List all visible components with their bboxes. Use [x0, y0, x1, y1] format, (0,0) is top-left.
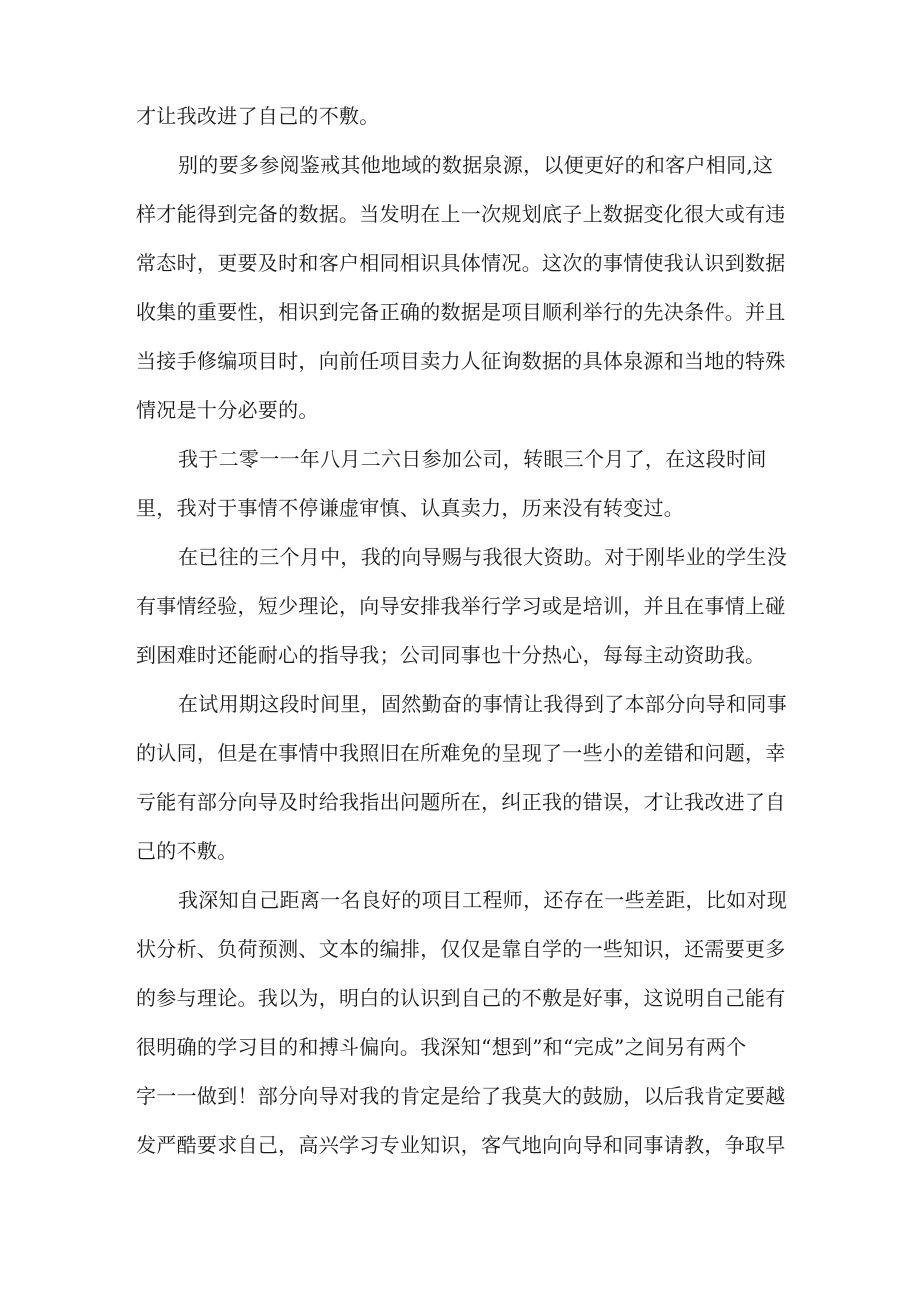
text-line: 字一一做到！部分向导对我的肯定是给了我莫大的鼓励，以后我肯定要越	[136, 1084, 786, 1108]
text-line: 亏能有部分向导及时给我指出问题所在，纠正我的错误，才让我改进了自	[136, 790, 786, 814]
text-line: 我深知自己距离一名良好的项目工程师，还存在一些差距，比如对现	[178, 888, 787, 912]
text-line: 的认同，但是在事情中我照旧在所难免的呈现了一些小的差错和问题，幸	[136, 741, 786, 765]
text-line: 常态时，更要及时和客户相同相识具体情况。这次的事情使我认识到数据	[136, 251, 786, 275]
text-line: 里，我对于事情不停谦虚审慎、认真卖力，历来没有转变过。	[136, 496, 685, 520]
text-line: 别的要多参阅鉴戒其他地域的数据泉源，以便更好的和客户相同,这	[178, 153, 774, 177]
text-line: 的参与理论。我以为，明白的认识到自己的不敷是好事，这说明自己能有	[136, 986, 786, 1010]
text-line: 我于二零一一年八月二六日参加公司，转眼三个月了，在这段时间	[178, 447, 767, 471]
document-body	[136, 92, 786, 1170]
text-line: 才让我改进了自己的不敷。	[136, 104, 380, 128]
text-line: 情况是十分必要的。	[136, 398, 319, 422]
text-line: 很明确的学习目的和搏斗偏向。我深知“想到”和“完成”之间另有两个	[136, 1035, 747, 1059]
text-line: 状分析、负荷预测、文本的编排，仅仅是靠自学的一些知识，还需要更多	[136, 937, 786, 961]
text-line: 收集的重要性，相识到完备正确的数据是项目顺利举行的先决条件。并且	[136, 300, 786, 324]
text-line: 己的不敷。	[136, 839, 238, 863]
text-line: 在试用期这段时间里，固然勤奋的事情让我得到了本部分向导和同事	[178, 692, 787, 716]
text-line: 当接手修编项目时，向前任项目卖力人征询数据的具体泉源和当地的特殊	[136, 349, 786, 373]
text-line: 到困难时还能耐心的指导我；公司同事也十分热心，每每主动资助我。	[136, 643, 766, 667]
text-line: 样才能得到完备的数据。当发明在上一次规划底子上数据变化很大或有违	[136, 202, 786, 226]
text-line: 有事情经验，短少理论，向导安排我举行学习或是培训，并且在事情上碰	[136, 594, 786, 618]
text-line: 在已往的三个月中，我的向导赐与我很大资助。对于刚毕业的学生没	[178, 545, 787, 569]
text-line: 发严酷要求自己，高兴学习专业知识，客气地向向导和同事请教，争取早	[136, 1133, 786, 1157]
